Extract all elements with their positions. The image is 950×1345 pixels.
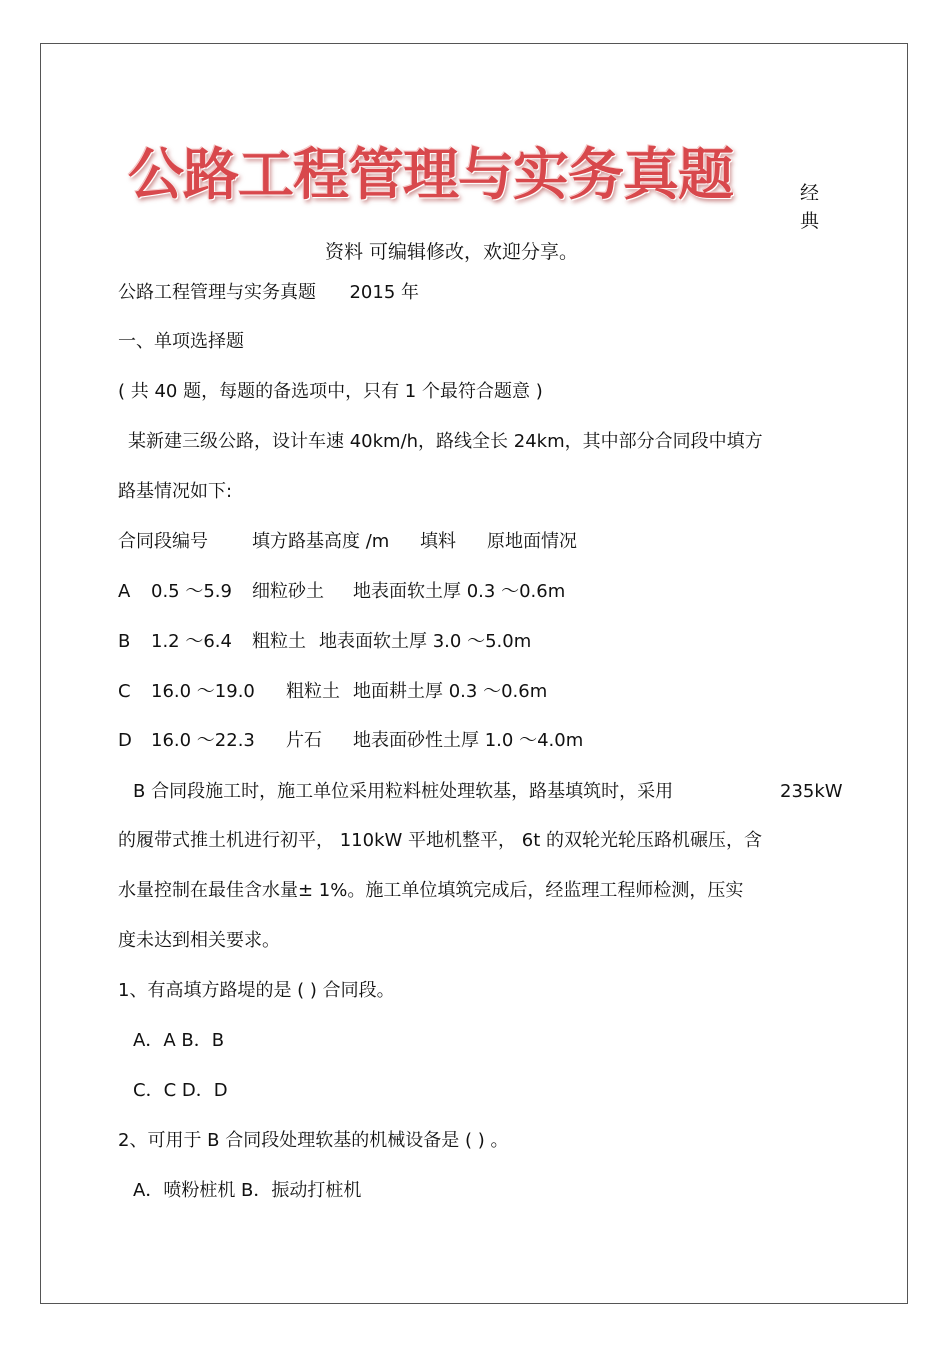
heading-title: 公路工程管理与实务真题	[118, 282, 316, 303]
table-cell: 粗粒土	[252, 631, 306, 652]
table-cell: C	[118, 681, 131, 702]
paragraph-line-1-end: 235kW	[780, 781, 843, 802]
table-cell: 地表面软土厚 0.3 ～0.6m	[353, 581, 566, 602]
question-1: 1、有高填方路堤的是 ( ) 合同段。	[118, 980, 395, 1001]
section-note: ( 共 40 题，每题的备选项中，只有 1 个最符合题意 )	[118, 381, 543, 402]
intro-line-2: 路基情况如下:	[118, 481, 233, 502]
table-cell: 0.5 ～5.9	[151, 581, 232, 602]
table-header-4: 原地面情况	[487, 531, 577, 552]
section-title: 一、单项选择题	[118, 331, 244, 352]
paragraph-line-2: 的履带式推土机进行初平， 110kW 平地机整平， 6t 的双轮光轮压路机碾压，含	[118, 830, 762, 851]
table-header-2: 填方路基高度 /m	[252, 531, 390, 552]
intro-line-1: 某新建三级公路，设计车速 40km/h，路线全长 24km，其中部分合同段中填方	[128, 431, 763, 452]
table-cell: 16.0 ～22.3	[151, 730, 255, 751]
side-char-1: 经	[800, 182, 820, 204]
table-cell: 细粒砂土	[252, 581, 324, 602]
table-cell: 地表面砂性土厚 1.0 ～4.0m	[353, 730, 584, 751]
question-2-options-1: A．喷粉桩机 B．振动打桩机	[133, 1180, 362, 1201]
question-1-options-1: A．A B．B	[133, 1030, 225, 1051]
table-cell: 粗粒土	[286, 681, 340, 702]
heading	[118, 281, 419, 305]
table-header-3: 填料	[420, 531, 456, 552]
table-cell: 16.0 ～19.0	[151, 681, 255, 702]
banner-title: 公路工程管理与实务真题	[128, 143, 733, 208]
question-1-options-2: C．C D．D	[133, 1080, 228, 1101]
question-2: 2、可用于 B 合同段处理软基的机械设备是 ( ) 。	[118, 1130, 509, 1151]
table-cell: B	[118, 631, 131, 652]
page-border	[40, 43, 908, 1304]
paragraph-line-4: 度未达到相关要求。	[118, 930, 280, 951]
heading-year: 2015 年	[349, 282, 419, 303]
table-cell: A	[118, 581, 131, 602]
table-cell: 片石	[286, 730, 322, 751]
table-cell: 地表面软土厚 3.0 ～5.0m	[319, 631, 532, 652]
paragraph-line-1: B 合同段施工时，施工单位采用粒料桩处理软基，路基填筑时，采用	[133, 781, 674, 802]
table-cell: D	[118, 730, 132, 751]
side-char-2: 典	[800, 210, 820, 232]
subtitle: 资料 可编辑修改，欢迎分享。	[325, 241, 579, 263]
table-header-1: 合同段编号	[118, 531, 208, 552]
table-cell: 地面耕土厚 0.3 ～0.6m	[353, 681, 548, 702]
table-cell: 1.2 ～6.4	[151, 631, 232, 652]
paragraph-line-3: 水量控制在最佳含水量± 1%。施工单位填筑完成后，经监理工程师检测，压实	[118, 880, 744, 901]
